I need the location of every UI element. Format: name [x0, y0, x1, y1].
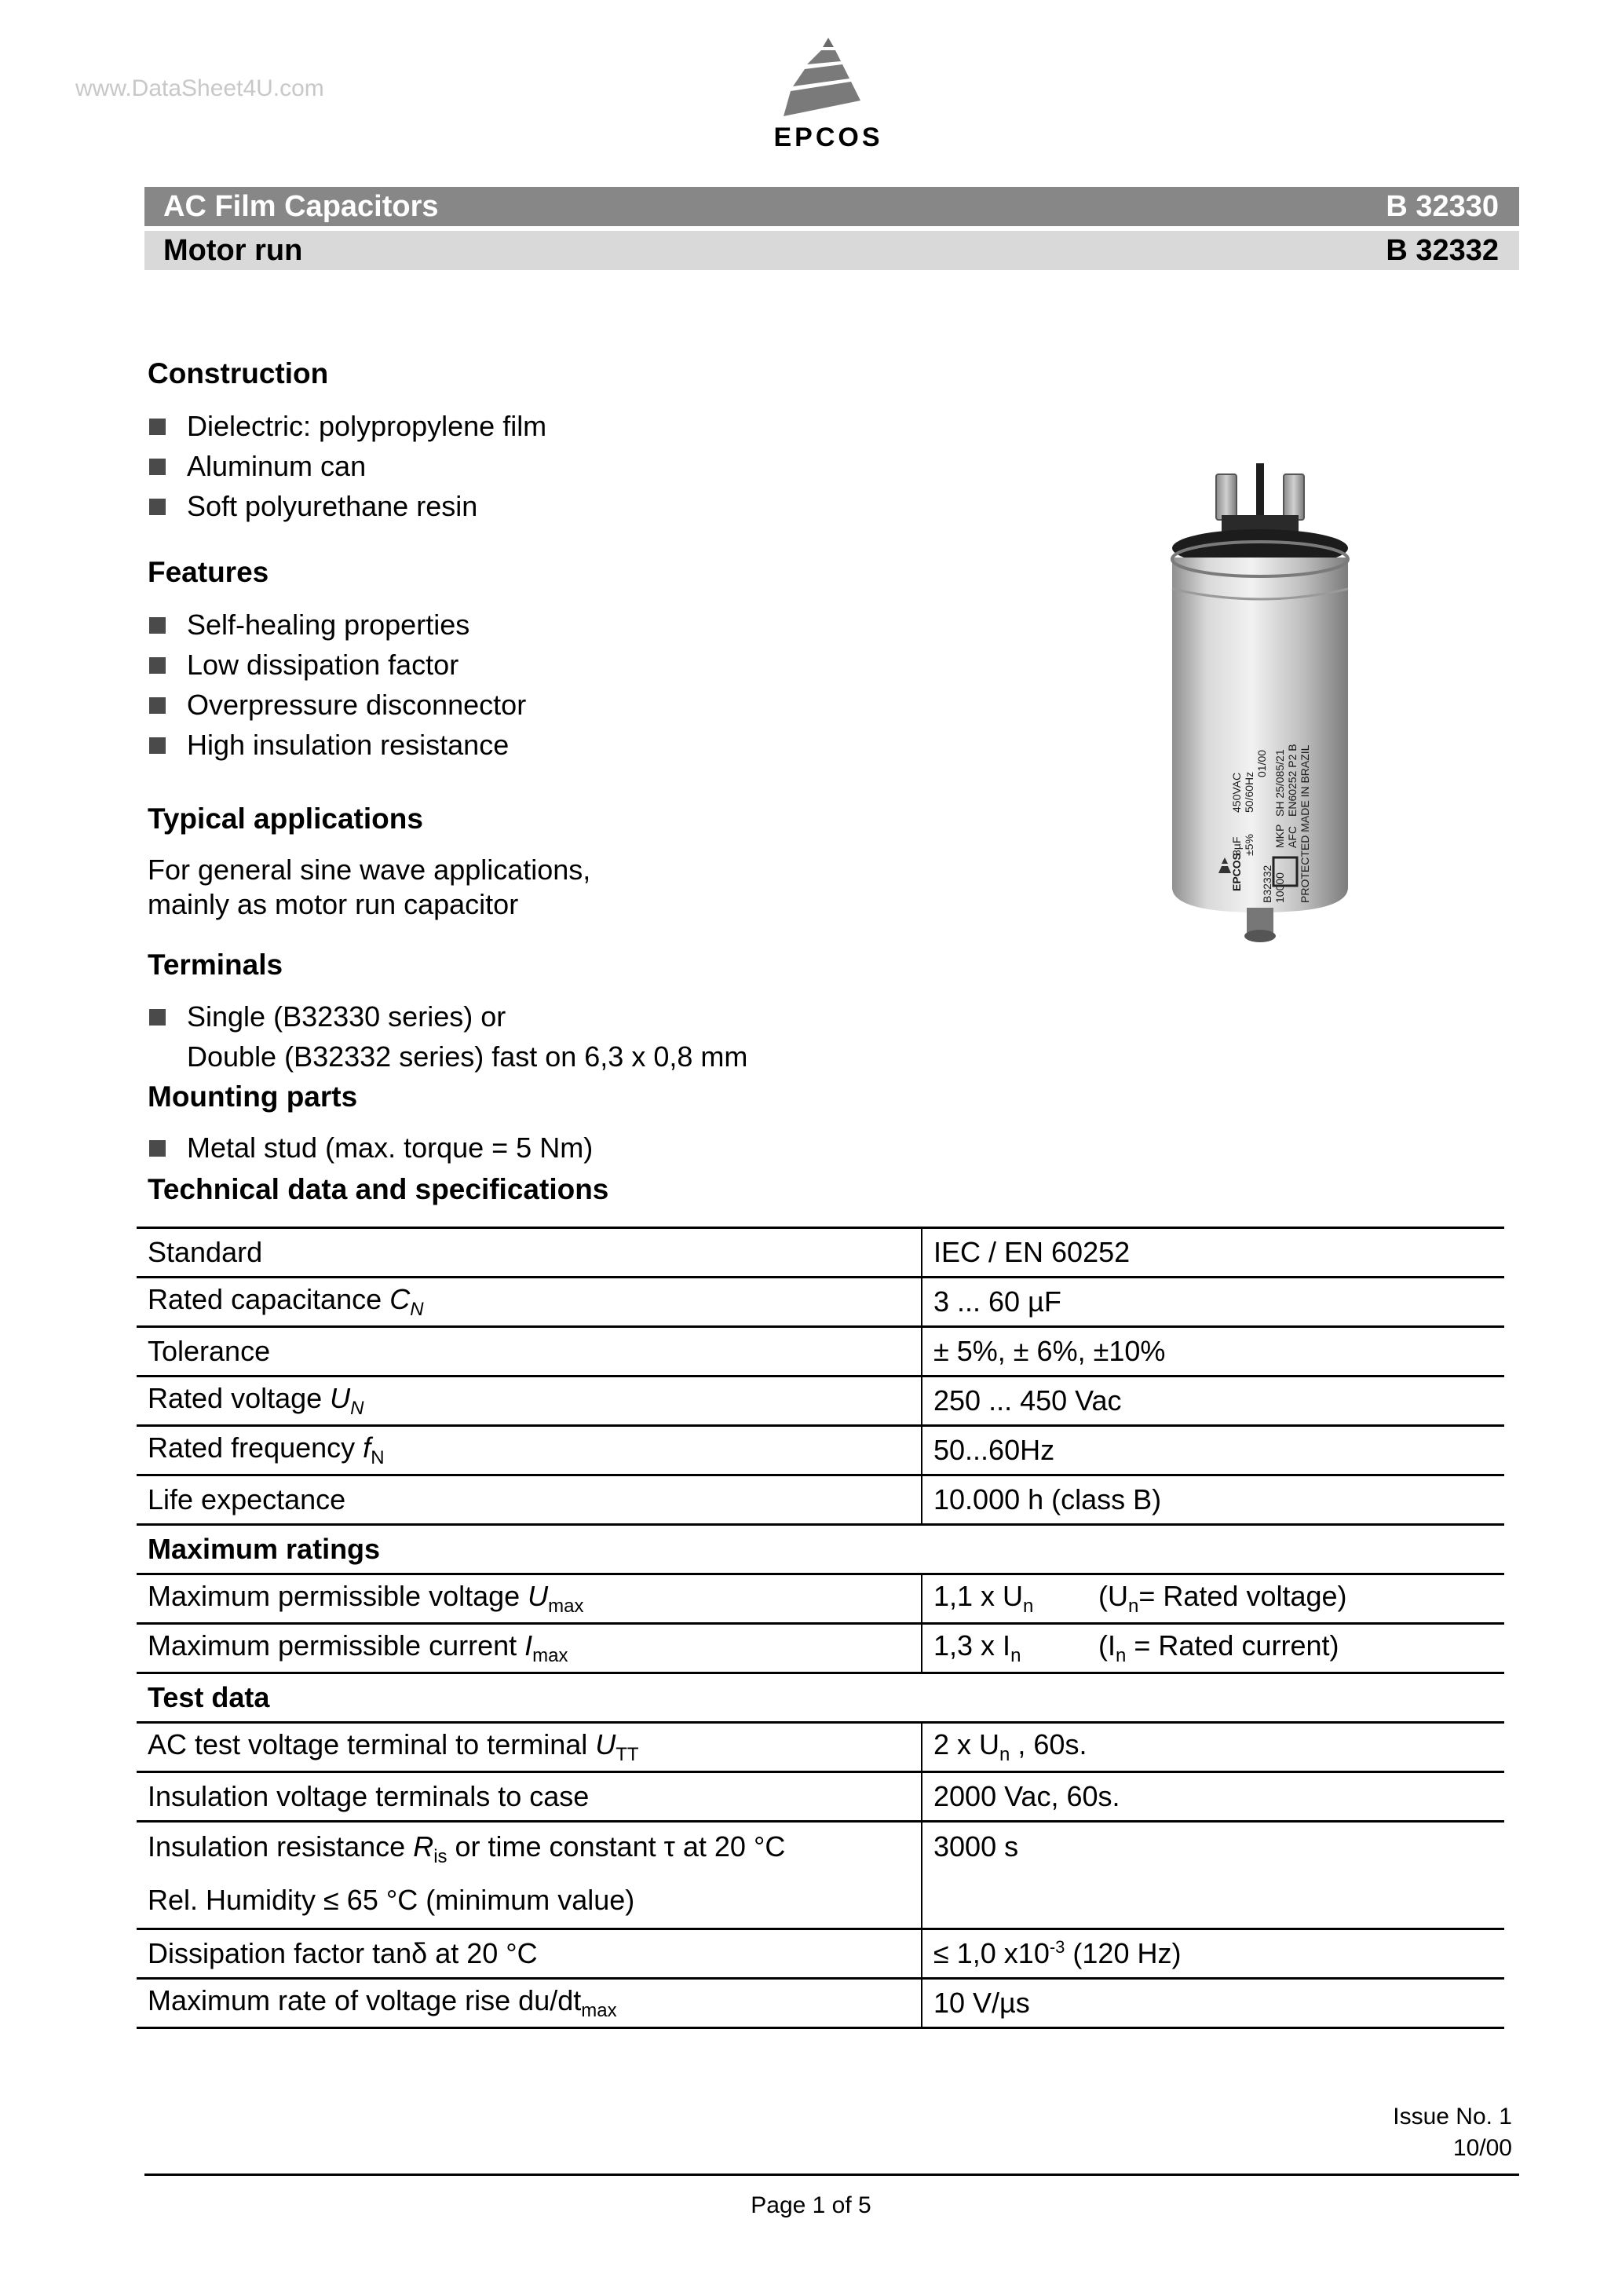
section-heading-max-ratings: Maximum ratings — [137, 1525, 1504, 1574]
terminals-heading: Terminals — [148, 949, 283, 981]
spec-label: Maximum rate of voltage rise $du/dt_{max}$ — [137, 1979, 922, 2028]
table-row — [137, 1772, 1504, 1822]
table-row — [137, 1475, 1504, 1525]
table-row — [137, 1624, 1504, 1673]
watermark-text: www.DataSheet4U.com — [75, 75, 324, 101]
epcos-logo — [754, 38, 903, 155]
section-heading-test-data: Test data — [137, 1673, 1504, 1723]
bullet-icon — [149, 459, 166, 475]
spec-value: ± 5%, ± 6%, ±10% — [922, 1327, 1504, 1377]
part-number-2: B 32332 — [1386, 234, 1499, 267]
spec-table — [137, 1227, 1504, 2029]
label-mkp: MKP — [1273, 824, 1286, 848]
table-row — [137, 1377, 1504, 1426]
table-row — [137, 1327, 1504, 1377]
table-row — [137, 1723, 1504, 1772]
spec-label: Rated voltage $U_N$ — [137, 1377, 922, 1426]
issue-date: 10/00 — [1452, 2135, 1512, 2161]
table-row — [137, 1426, 1504, 1475]
issue-number: Issue No. 1 — [1393, 2104, 1512, 2130]
spec-value: ≤ 1,0 $x10^{-3}$ (120 Hz) — [922, 1929, 1504, 1979]
footer-divider — [144, 2174, 1519, 2176]
label-voltage: 450VAC — [1230, 772, 1243, 813]
mounting-heading: Mounting parts — [148, 1080, 358, 1113]
page-number: Page 1 of 5 — [751, 2192, 871, 2218]
spec-value: 1,1 x $U_n$ ($U_n=$ Rated voltage) — [922, 1574, 1504, 1624]
issue-info — [1393, 2101, 1512, 2164]
label-frequency: 50/60Hz — [1243, 771, 1255, 813]
capacitor-product-image — [1146, 463, 1382, 950]
spec-value: 1,3 x $I_n$ ($I_n$ = Rated current) — [922, 1624, 1504, 1673]
construction-heading: Construction — [148, 357, 329, 389]
spec-value: 250 ... 450 Vac — [922, 1377, 1504, 1426]
spec-label: Rated frequency $f_N$ — [137, 1426, 922, 1475]
label-part: B32332 — [1261, 865, 1273, 903]
bullet-icon — [149, 499, 166, 515]
table-row — [137, 1979, 1504, 2028]
table-row — [137, 1574, 1504, 1624]
spec-label: Insulation voltage terminals to case — [137, 1772, 922, 1822]
spec-label: Maximum permissible voltage $U_{max}$ — [137, 1574, 922, 1624]
label-standard: EN60252 P2 B — [1286, 744, 1299, 817]
label-date: 01/00 — [1255, 749, 1268, 777]
product-subtitle: Motor run — [163, 234, 303, 267]
tech-heading: Technical data and specifications — [148, 1173, 609, 1205]
bullet-icon — [149, 657, 166, 674]
epcos-logo-icon — [784, 38, 873, 119]
spec-value: 10.000 h (class B) — [922, 1475, 1504, 1525]
spec-label: Maximum permissible current $I_{max}$ — [137, 1624, 922, 1673]
table-row — [137, 1822, 1504, 1929]
bullet-icon — [149, 737, 166, 754]
label-afc: AFC — [1286, 826, 1299, 848]
label-tolerance: ±5% — [1243, 834, 1255, 856]
spec-value: 10 V/µs — [922, 1979, 1504, 2028]
table-row — [137, 1228, 1504, 1278]
bullet-icon — [149, 617, 166, 634]
title-bar-primary — [144, 187, 1519, 226]
label-capacitance: 8µF — [1230, 836, 1243, 856]
table-section-row — [137, 1673, 1504, 1723]
spec-value: 3000 s — [922, 1822, 1504, 1929]
features-heading: Features — [148, 556, 269, 588]
spec-label: Life expectance — [137, 1475, 922, 1525]
bullet-icon — [149, 1009, 166, 1026]
product-family-title: AC Film Capacitors — [163, 190, 439, 223]
spec-value: 2 x $U_n$ , 60s. — [922, 1723, 1504, 1772]
spec-label: Tolerance — [137, 1327, 922, 1377]
spec-value: IEC / EN 60252 — [922, 1228, 1504, 1278]
brand-name: EPCOS — [773, 122, 883, 152]
spec-label: AC test voltage terminal to terminal $U_{TT}$ — [137, 1723, 922, 1772]
spec-label: Rated capacitance $C_N$ — [137, 1278, 922, 1327]
spec-label: Standard — [137, 1228, 922, 1278]
label-origin: PROTECTED MADE IN BRAZIL — [1299, 744, 1311, 903]
table-section-row — [137, 1525, 1504, 1574]
spec-value: 3 ... 60 µF — [922, 1278, 1504, 1327]
applications-text: For general sine wave applications, mainly as motor run capacitor — [148, 854, 591, 920]
spec-label: Insulation resistance $R_{is}$ or time constant τ at 20 °C Rel. Humidity ≤ 65 °C (minimum value) — [137, 1822, 922, 1929]
bullet-icon — [149, 697, 166, 714]
bullet-icon — [149, 1140, 166, 1157]
table-row — [137, 1929, 1504, 1979]
table-row — [137, 1278, 1504, 1327]
spec-value: 50...60Hz — [922, 1426, 1504, 1475]
applications-heading: Typical applications — [148, 803, 423, 835]
label-life: 10000 — [1273, 872, 1286, 903]
title-bar-secondary — [144, 231, 1519, 270]
bullet-icon — [149, 419, 166, 435]
spec-label: Dissipation factor tanδ at 20 °C — [137, 1929, 922, 1979]
label-climatic: SH 25/085/21 — [1273, 749, 1286, 817]
spec-value: 2000 Vac, 60s. — [922, 1772, 1504, 1822]
label-logo: EPCOS — [1230, 852, 1243, 891]
part-number-1: B 32330 — [1386, 190, 1499, 223]
